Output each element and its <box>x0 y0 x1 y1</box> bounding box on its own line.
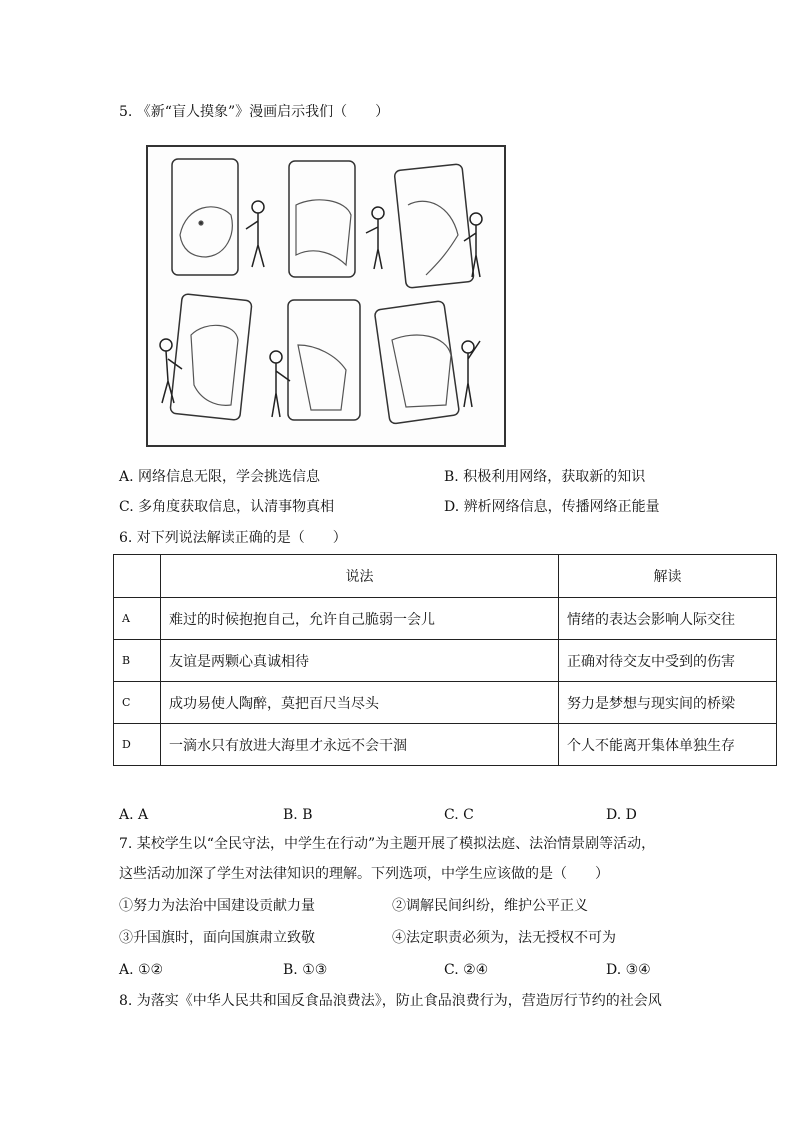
q7-option-d: D. ③④ <box>606 962 651 978</box>
q7-stem-line2: 这些活动加深了学生对法律知识的理解。下列选项，中学生应该做的是（ ） <box>119 866 609 882</box>
row-label: A <box>114 598 161 640</box>
q5-option-d: D. 辨析网络信息，传播网络正能量 <box>444 499 660 515</box>
row-label: D <box>114 724 161 766</box>
table-row <box>114 724 777 766</box>
table-row <box>114 682 777 724</box>
q5-option-c: C. 多角度获取信息，认清事物真相 <box>119 499 335 515</box>
row-saying: 成功易使人陶醉，莫把百尺当尽头 <box>161 682 559 724</box>
row-saying: 友谊是两颗心真诚相待 <box>161 640 559 682</box>
table-header-row <box>114 555 777 598</box>
q5-stem: 5. 《新“盲人摸象”》漫画启示我们（ ） <box>119 104 390 120</box>
row-label: B <box>114 640 161 682</box>
row-interpretation: 正确对待交友中受到的伤害 <box>559 640 777 682</box>
q6-stem: 6. 对下列说法解读正确的是（ ） <box>119 530 347 546</box>
header-saying: 说法 <box>161 555 559 598</box>
q7-option-b: B. ①③ <box>283 962 328 978</box>
row-saying: 难过的时候抱抱自己，允许自己脆弱一会儿 <box>161 598 559 640</box>
q7-option-c: C. ②④ <box>444 962 489 978</box>
q5-option-b: B. 积极利用网络，获取新的知识 <box>444 469 646 485</box>
q6-option-d: D. D <box>606 807 637 823</box>
q6-table <box>113 554 777 766</box>
blind-men-elephant-cartoon <box>146 145 506 447</box>
header-interpretation: 解读 <box>559 555 777 598</box>
q6-option-b: B. B <box>283 807 313 823</box>
table-row <box>114 598 777 640</box>
q7-stem-line1: 7. 某校学生以“全民守法，中学生在行动”为主题开展了模拟法庭、法治情景剧等活动， <box>119 836 656 852</box>
row-interpretation: 情绪的表达会影响人际交往 <box>559 598 777 640</box>
row-saying: 一滴水只有放进大海里才永远不会干涸 <box>161 724 559 766</box>
q6-option-a: A. A <box>119 807 149 823</box>
q6-option-c: C. C <box>444 807 474 823</box>
q7-statement-4: ④法定职责必须为，法无授权不可为 <box>392 930 616 946</box>
table-row <box>114 640 777 682</box>
q7-statement-1: ①努力为法治中国建设贡献力量 <box>119 898 315 914</box>
q8-stem-line1: 8. 为落实《中华人民共和国反食品浪费法》，防止食品浪费行为，营造厉行节约的社会风 <box>119 993 662 1009</box>
row-label: C <box>114 682 161 724</box>
row-interpretation: 个人不能离开集体单独生存 <box>559 724 777 766</box>
row-interpretation: 努力是梦想与现实间的桥梁 <box>559 682 777 724</box>
header-empty <box>114 555 161 598</box>
q7-statement-2: ②调解民间纠纷，维护公平正义 <box>392 898 588 914</box>
q5-option-a: A. 网络信息无限，学会挑选信息 <box>119 469 321 485</box>
q7-statement-3: ③升国旗时，面向国旗肃立致敬 <box>119 930 315 946</box>
q7-option-a: A. ①② <box>119 962 164 978</box>
